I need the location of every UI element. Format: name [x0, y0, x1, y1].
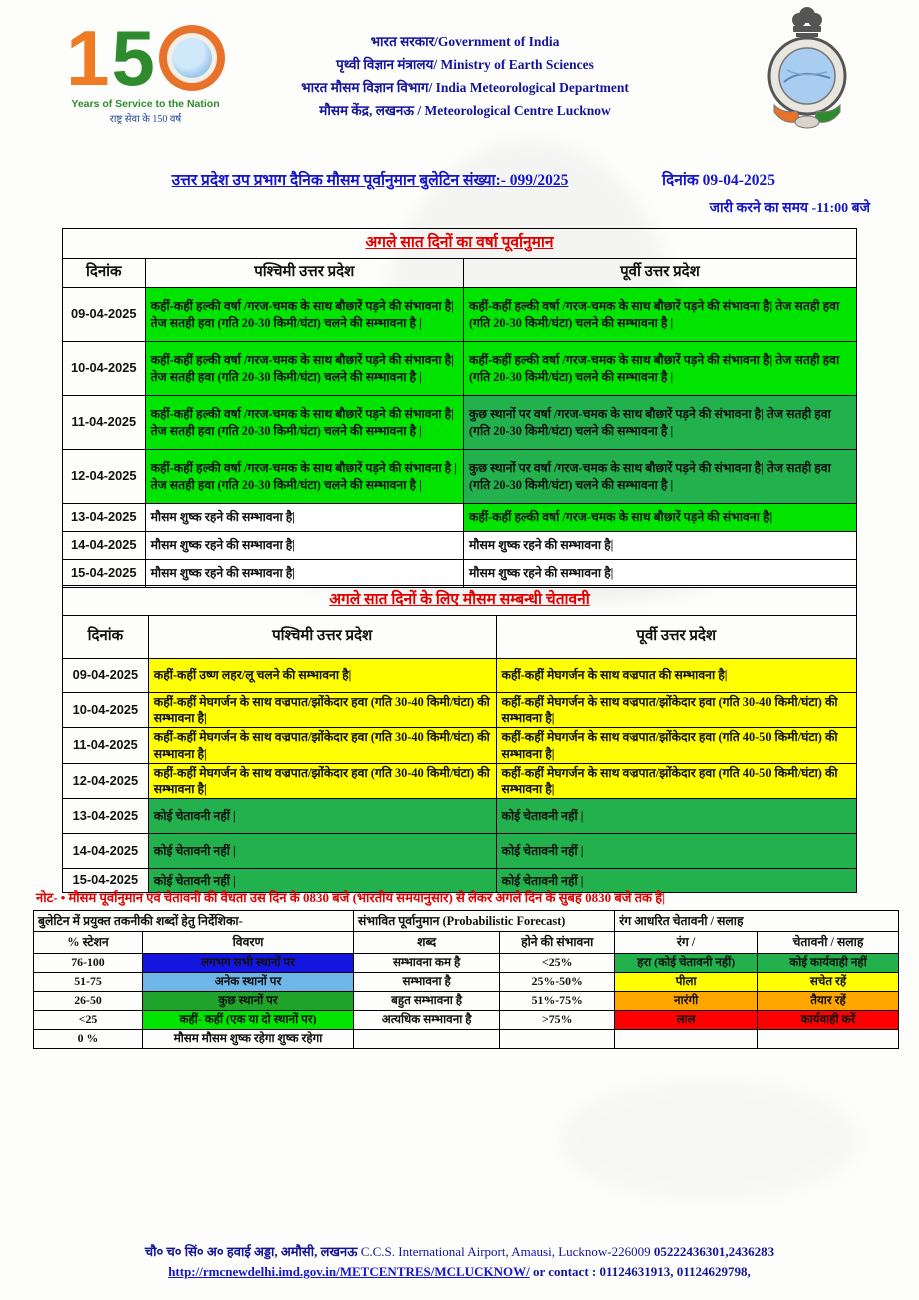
legend-row — [34, 973, 899, 992]
forecast-cell-west: मौसम शुष्क रहने की सम्भावना है| — [145, 504, 463, 532]
warning-row — [63, 763, 857, 798]
legend-cell: 0 % — [34, 1030, 143, 1049]
header-line-imd: भारत मौसम विज्ञान विभाग/ India Meteorological Department — [301, 80, 629, 95]
legend-group-terms: बुलेटिन में प्रयुक्त तकनीकी शब्दों हेतु निर्देशिका- — [34, 911, 354, 932]
legend-col-detail: विवरण — [142, 932, 353, 954]
department-header — [255, 30, 675, 122]
logo-globe-icon — [159, 25, 225, 91]
rain-forecast-title: अगले सात दिनों का वर्षा पूर्वानुमान — [63, 229, 857, 259]
forecast-cell-west: मौसम शुष्क रहने की सम्भावना है| — [145, 560, 463, 588]
col-header-date: दिनांक — [63, 259, 146, 288]
warning-row — [63, 834, 857, 869]
legend-cell: 51-75 — [34, 973, 143, 992]
legend-col-word: शब्द — [354, 932, 500, 954]
legend-cell: 76-100 — [34, 954, 143, 973]
forecast-cell-west: मौसम शुष्क रहने की सम्भावना है| — [145, 532, 463, 560]
date-cell: 13-04-2025 — [63, 504, 146, 532]
legend-cell: >75% — [500, 1011, 615, 1030]
legend-cell: हरा (कोई चेतावनी नहीं) — [615, 954, 758, 973]
date-cell: 15-04-2025 — [63, 560, 146, 588]
legend-cell — [615, 1030, 758, 1049]
date-cell: 12-04-2025 — [63, 450, 146, 504]
forecast-row — [63, 504, 857, 532]
legend-col-chance: होने की संभावना — [500, 932, 615, 954]
warning-cell-west: कोई चेतावनी नहीं | — [148, 834, 496, 869]
forecast-cell-west: कहीं-कहीं हल्की वर्षा /गरज-चमक के साथ बौछारें पड़ने की संभावना है| तेज सतही हवा (गति 20-30 किमी/घंटा) चलने की सम्भावना है | — [145, 342, 463, 396]
col-header-date: दिनांक — [63, 616, 149, 659]
header-line-centre: मौसम केंद्र, लखनऊ / Meteorological Centre Lucknow — [319, 103, 611, 118]
legend-cell: कार्यवाही करें — [757, 1011, 898, 1030]
legend-row — [34, 992, 899, 1011]
legend-cell — [757, 1030, 898, 1049]
legend-cell: नारंगी — [615, 992, 758, 1011]
legend-cell: तैयार रहें — [757, 992, 898, 1011]
legend-cell: सम्भावना है — [354, 973, 500, 992]
date-cell: 13-04-2025 — [63, 799, 149, 834]
footer-contact-label: or contact : — [532, 1264, 597, 1279]
warning-cell-west: कहीं-कहीं मेघगर्जन के साथ वज्रपात/झोंकेदार हवा (गति 30-40 किमी/घंटा) की सम्भावना है| — [148, 693, 496, 728]
footer-address-hindi: चौ० च० सिं० अ० हवाई अड्डा, अमौसी, लखनऊ — [144, 1244, 358, 1259]
legend-cell: कहीं- कहीं (एक या दो स्थानों पर) — [142, 1011, 353, 1030]
issue-time: जारी करने का समय -11:00 बजे — [709, 201, 870, 216]
footer-phone-secondary: 01124631913, 01124629798, — [599, 1264, 751, 1279]
warning-row — [63, 693, 857, 728]
date-cell: 15-04-2025 — [63, 869, 149, 893]
forecast-cell-east: कुछ स्थानों पर वर्षा /गरज-चमक के साथ बौछारें पड़ने की संभावना है| तेज सतही हवा (गति 20-30 किमी/घंटा) चलने की सम्भावना है | — [463, 450, 856, 504]
col-header-west: पश्चिमी उत्तर प्रदेश — [148, 616, 496, 659]
col-header-east: पूर्वी उत्तर प्रदेश — [496, 616, 856, 659]
legend-cell: 51%-75% — [500, 992, 615, 1011]
warning-cell-east: कहीं-कहीं मेघगर्जन के साथ वज्रपात की सम्भावना है| — [496, 659, 856, 693]
warning-cell-west: कोई चेतावनी नहीं | — [148, 869, 496, 893]
legend-cell: मौसम मौसम शुष्क रहेगा शुष्क रहेगा — [142, 1030, 353, 1049]
legend-cell: अत्यधिक सम्भावना है — [354, 1011, 500, 1030]
date-cell: 12-04-2025 — [63, 763, 149, 798]
footer-phone-primary: 05222436301,2436283 — [653, 1244, 775, 1259]
bulletin-title-text: उत्तर प्रदेश उप प्रभाग दैनिक मौसम पूर्वानुमान बुलेटिन संख्या:- 099/2025 — [171, 172, 569, 189]
legend-group-probabilistic: संभावित पूर्वानुमान (Probabilistic Forecast) — [354, 911, 615, 932]
legend-cell: <25% — [500, 954, 615, 973]
forecast-row — [63, 288, 857, 342]
legend-cell: अनेक स्थानों पर — [142, 973, 353, 992]
warning-cell-west: कोई चेतावनी नहीं | — [148, 799, 496, 834]
footer — [0, 1242, 919, 1280]
col-header-west: पश्चिमी उत्तर प्रदेश — [145, 259, 463, 288]
legend-cell: पीला — [615, 973, 758, 992]
legend-cell: 25%-50% — [500, 973, 615, 992]
forecast-cell-east: कहीं-कहीं हल्की वर्षा /गरज-चमक के साथ बौछारें पड़ने की संभावना है| — [463, 504, 856, 532]
footer-address-english: C.C.S. International Airport, Amausi, Lucknow-226009 — [360, 1244, 651, 1259]
imd-150-years-logo — [38, 14, 253, 125]
forecast-cell-west: कहीं-कहीं हल्की वर्षा /गरज-चमक के साथ बौछारें पड़ने की संभावना है| तेज सतही हवा (गति 20-30 किमी/घंटा) चलने की सम्भावना है | — [145, 396, 463, 450]
date-cell: 11-04-2025 — [63, 728, 149, 763]
logo-digit-1: 1 — [66, 14, 110, 102]
date-cell: 10-04-2025 — [63, 342, 146, 396]
warning-cell-west: कहीं-कहीं मेघगर्जन के साथ वज्रपात/झोंकेदार हवा (गति 30-40 किमी/घंटा) की सम्भावना है| — [148, 763, 496, 798]
legend-cell: लाल — [615, 1011, 758, 1030]
warning-cell-west: कहीं-कहीं उष्ण लहर/लू चलने की सम्भावना है| — [148, 659, 496, 693]
legend-group-colour: रंग आधरित चेतावनी / सलाह — [615, 911, 899, 932]
legend-cell: सम्भावना कम है — [354, 954, 500, 973]
warning-cell-east: कोई चेतावनी नहीं | — [496, 869, 856, 893]
warning-cell-east: कहीं-कहीं मेघगर्जन के साथ वज्रपात/झोंकेदार हवा (गति 40-50 किमी/घंटा) की सम्भावना है| — [496, 728, 856, 763]
date-cell: 14-04-2025 — [63, 834, 149, 869]
forecast-row — [63, 396, 857, 450]
forecast-cell-east: कहीं-कहीं हल्की वर्षा /गरज-चमक के साथ बौछारें पड़ने की संभावना है| तेज सतही हवा (गति 20-30 किमी/घंटा) चलने की सम्भावना है | — [463, 288, 856, 342]
date-cell: 10-04-2025 — [63, 693, 149, 728]
forecast-row — [63, 342, 857, 396]
warning-cell-east: कहीं-कहीं मेघगर्जन के साथ वज्रपात/झोंकेदार हवा (गति 40-50 किमी/घंटा) की सम्भावना है| — [496, 763, 856, 798]
legend-cell: <25 — [34, 1011, 143, 1030]
logo-caption-en: Years of Service to the Nation — [71, 98, 220, 110]
watermark-blob — [560, 1080, 860, 1200]
forecast-row — [63, 532, 857, 560]
legend-cell — [354, 1030, 500, 1049]
legend-cell: सचेत रहें — [757, 973, 898, 992]
validity-note: नोट- • मौसम पूर्वानुमान एवं चेतावनी की वैधता उस दिन के 0830 बजे (भारतीय समयानुसार) से लेकर अगले दिन के सुबह 0830 बजे तक है| — [36, 890, 666, 905]
forecast-cell-west: कहीं-कहीं हल्की वर्षा /गरज-चमक के साथ बौछारें पड़ने की संभावना है| तेज सतही हवा (गति 20-30 किमी/घंटा) चलने की सम्भावना है | — [145, 288, 463, 342]
header-line-govt: भारत सरकार/Government of India — [370, 34, 560, 49]
rain-forecast-table — [62, 228, 857, 588]
warning-row — [63, 659, 857, 693]
forecast-cell-west: कहीं-कहीं हल्की वर्षा /गरज-चमक के साथ बौछारें पड़ने की संभावना है | तेज सतही हवा (गति 20-30 किमी/घंटा) चलने की सम्भावना है | — [145, 450, 463, 504]
logo-caption-hi: राष्ट्र सेवा के 150 वर्ष — [109, 114, 182, 125]
legend-cell: लगभग सभी स्थानों पर — [142, 954, 353, 973]
warning-cell-west: कहीं-कहीं मेघगर्जन के साथ वज्रपात/झोंकेदार हवा (गति 30-40 किमी/घंटा) की सम्भावना है| — [148, 728, 496, 763]
header-line-ministry: पृथ्वी विज्ञान मंत्रालय/ Ministry of Earth Sciences — [336, 57, 594, 72]
forecast-row — [63, 450, 857, 504]
col-header-east: पूर्वी उत्तर प्रदेश — [463, 259, 856, 288]
date-cell: 14-04-2025 — [63, 532, 146, 560]
legend-cell: कोई कार्यवाही नहीं — [757, 954, 898, 973]
logo-digit-5: 5 — [111, 14, 155, 102]
imd-emblem-icon — [752, 4, 862, 139]
legend-col-advice: चेतावनी / सलाह — [757, 932, 898, 954]
warning-cell-east: कोई चेतावनी नहीं | — [496, 799, 856, 834]
warnings-title: अगले सात दिनों के लिए मौसम सम्बन्धी चेतावनी — [63, 586, 857, 616]
forecast-row — [63, 560, 857, 588]
date-cell: 09-04-2025 — [63, 659, 149, 693]
forecast-cell-east: मौसम शुष्क रहने की सम्भावना है| — [463, 532, 856, 560]
forecast-cell-east: मौसम शुष्क रहने की सम्भावना है| — [463, 560, 856, 588]
date-cell: 09-04-2025 — [63, 288, 146, 342]
bulletin-title — [90, 168, 650, 190]
legend-table — [33, 910, 899, 1049]
warning-row — [63, 728, 857, 763]
legend-cell: 26-50 — [34, 992, 143, 1011]
legend-row — [34, 1011, 899, 1030]
legend-col-percent: % स्टेशन — [34, 932, 143, 954]
warning-cell-east: कोई चेतावनी नहीं | — [496, 834, 856, 869]
legend-cell: कुछ स्थानों पर — [142, 992, 353, 1011]
bulletin-date: दिनांक 09-04-2025 — [662, 172, 775, 189]
footer-website-link[interactable]: http://rmcnewdelhi.imd.gov.in/METCENTRES/MCLUCKNOW/ — [168, 1264, 530, 1279]
warning-cell-east: कहीं-कहीं मेघगर्जन के साथ वज्रपात/झोंकेदार हवा (गति 30-40 किमी/घंटा) की सम्भावना है| — [496, 693, 856, 728]
warnings-table — [62, 585, 857, 893]
legend-row — [34, 954, 899, 973]
legend-cell: बहुत सम्भावना है — [354, 992, 500, 1011]
date-cell: 11-04-2025 — [63, 396, 146, 450]
forecast-cell-east: कुछ स्थानों पर वर्षा /गरज-चमक के साथ बौछारें पड़ने की संभावना है| तेज सतही हवा (गति 20-30 किमी/घंटा) चलने की सम्भावना है | — [463, 396, 856, 450]
legend-row — [34, 1030, 899, 1049]
legend-col-colour: रंग / — [615, 932, 758, 954]
warning-row — [63, 799, 857, 834]
forecast-cell-east: कहीं-कहीं हल्की वर्षा /गरज-चमक के साथ बौछारें पड़ने की संभावना है| तेज सतही हवा (गति 20-30 किमी/घंटा) चलने की सम्भावना है | — [463, 342, 856, 396]
legend-cell — [500, 1030, 615, 1049]
